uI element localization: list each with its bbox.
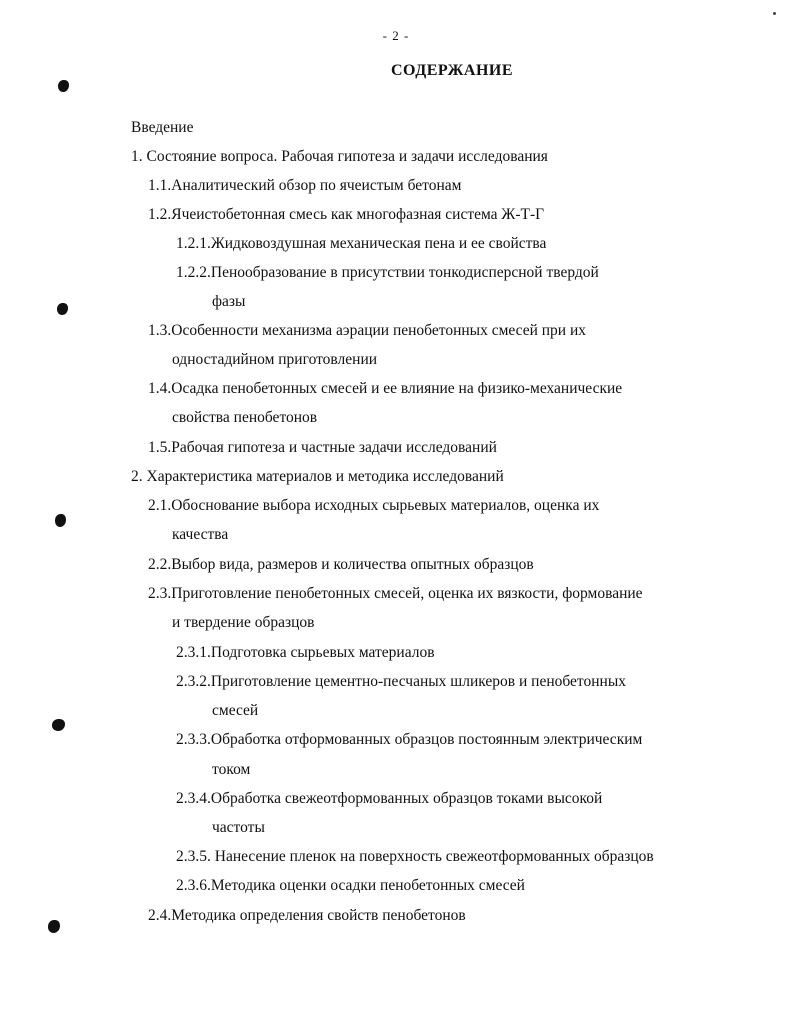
toc-entry: 1.1.Аналитический обзор по ячеистым бетонам [148, 177, 462, 194]
toc-entry: частоты [212, 819, 265, 836]
toc-entry: 2. Характеристика материалов и методика исследований [131, 468, 504, 485]
toc-entry: 2.1.Обоснование выбора исходных сырьевых материалов, оценка их [148, 497, 600, 514]
toc-entry: 1.2.2.Пенообразование в присутствии тонкодисперсной твердой [176, 264, 599, 281]
toc-entry: Введение [131, 119, 194, 136]
toc-entry: 2.3.4.Обработка свежеотформованных образцов токами высокой [176, 790, 603, 807]
punch-mark [57, 303, 68, 315]
toc-entry: 1.4.Осадка пенобетонных смесей и ее влияние на физико-механические [148, 380, 623, 397]
toc-entry: 2.3.1.Подготовка сырьевых материалов [176, 644, 435, 661]
toc-entry: фазы [212, 293, 246, 310]
punch-mark [58, 80, 69, 92]
toc-entry: током [212, 761, 251, 778]
toc-entry: одностадийном приготовлении [172, 351, 378, 368]
page-title: СОДЕРЖАНИЕ [390, 62, 514, 79]
toc-entry: 1. Состояние вопроса. Рабочая гипотеза и задачи исследования [131, 148, 548, 165]
toc-entry: 2.4.Методика определения свойств пенобетонов [148, 907, 466, 924]
toc-entry: 2.2.Выбор вида, размеров и количества опытных образцов [148, 556, 534, 573]
toc-entry: смесей [212, 702, 259, 719]
punch-mark [55, 514, 66, 527]
toc-entry: свойства пенобетонов [172, 409, 318, 426]
punch-mark [52, 719, 65, 731]
toc-entry: 1.2.Ячеистобетонная смесь как многофазная система Ж-Т-Г [148, 206, 545, 223]
scan-speck [773, 12, 776, 15]
toc-entry: 1.3.Особенности механизма аэрации пенобетонных смесей при их [148, 322, 587, 339]
toc-entry: 1.2.1.Жидковоздушная механическая пена и ее свойства [176, 235, 547, 252]
toc-entry: 1.5.Рабочая гипотеза и частные задачи исследований [148, 439, 497, 456]
punch-mark [48, 920, 60, 933]
toc-entry: 2.3.3.Обработка отформованных образцов постоянным электрическим [176, 731, 643, 748]
toc-entry: 2.3.6.Методика оценки осадки пенобетонных смесей [176, 877, 525, 894]
toc-entry: 2.3.5. Нанесение пленок на поверхность свежеотформованных образцов [176, 848, 654, 865]
toc-entry: и твердение образцов [172, 614, 315, 631]
toc-entry: 2.3.Приготовление пенобетонных смесей, оценка их вязкости, формование [148, 585, 643, 602]
toc-entry: качества [172, 526, 229, 543]
toc-entry: 2.3.2.Приготовление цементно-песчаных шликеров и пенобетонных [176, 673, 627, 690]
page-number: - 2 - [382, 28, 410, 43]
